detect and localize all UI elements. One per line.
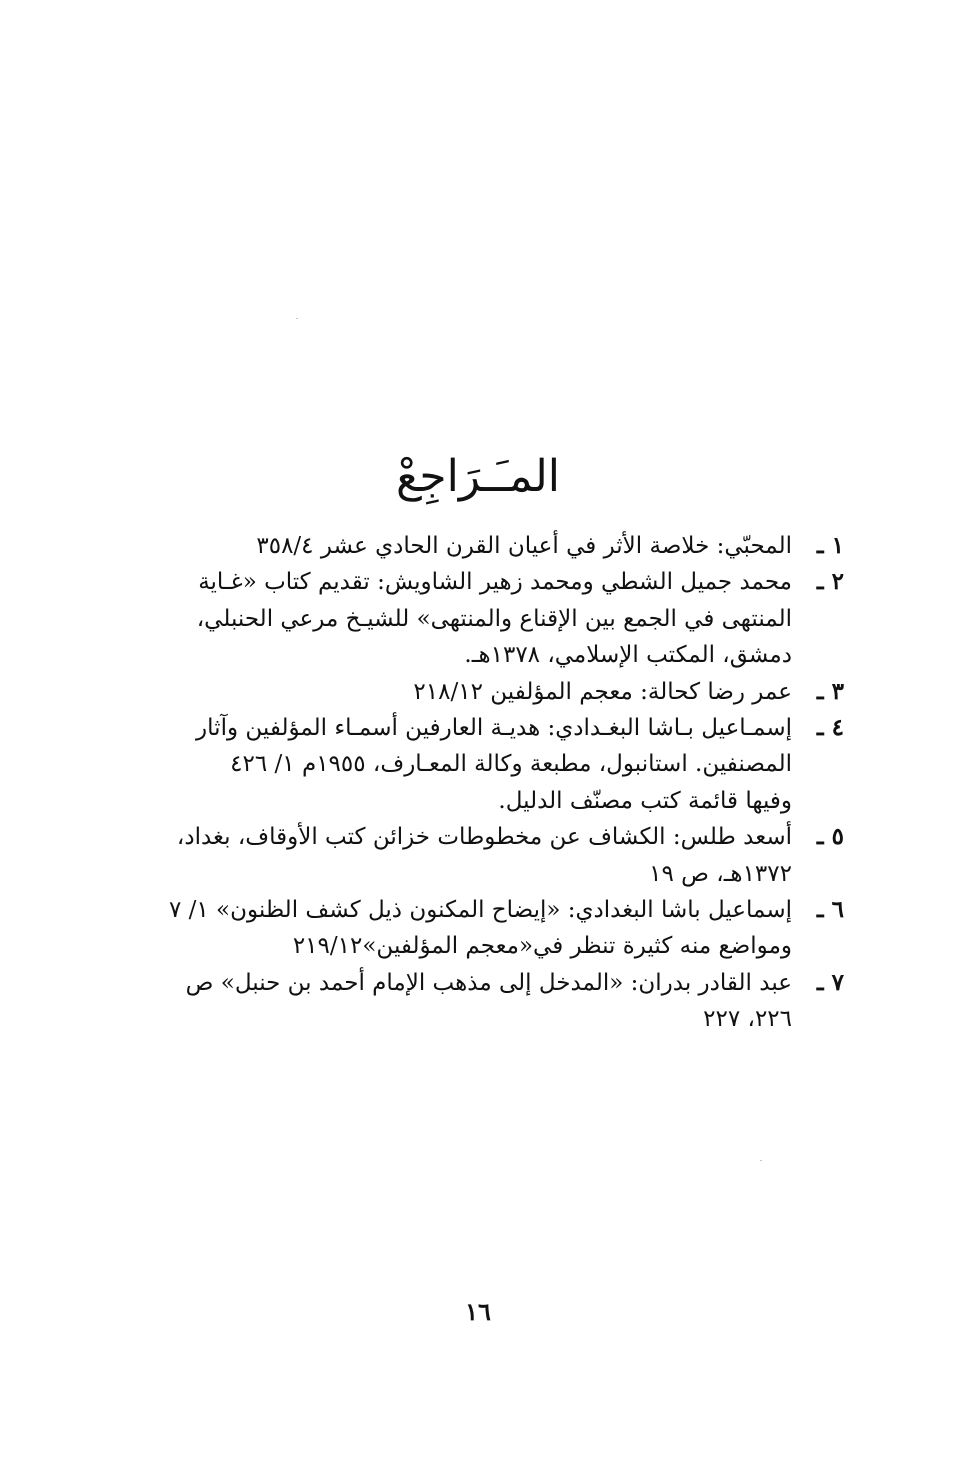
reference-text-line: أسعد طلس: الكشاف عن مخطوطات خزائن كتب الأوقاف، بغداد، xyxy=(176,824,792,851)
reference-text-line: المصنفين. استانبول، مطبعة وكالة المعـارف، ١٩٥٥م ١/ ٤٢٦ xyxy=(230,751,792,778)
reference-text-line: عبد القادر بدران: «المدخل إلى مذهب الإمام أحمد بن حنبل» ص xyxy=(185,969,792,996)
reference-text-line: ومواضع منه كثيرة تنظر في«معجم المؤلفين»٢١٩/١٢ xyxy=(292,933,792,960)
page-number: ١٦ xyxy=(465,1297,491,1326)
reference-item xyxy=(132,819,844,892)
reference-item xyxy=(132,564,844,673)
scan-speck xyxy=(296,318,298,319)
reference-number: ٤ ـ xyxy=(816,714,844,742)
references-list xyxy=(132,528,844,1038)
reference-item xyxy=(132,528,844,564)
reference-text-line: ٢٢٦، ٢٢٧ xyxy=(703,1006,792,1033)
reference-item xyxy=(132,674,844,710)
reference-number: ١ ـ xyxy=(816,532,844,559)
reference-text-line: محمد جميل الشطي ومحمد زهير الشاويش: تقديم كتاب «غـاية xyxy=(198,569,792,596)
reference-text-line: إسمـاعيل بـاشا البغـدادي: هديـة العارفين أسمـاء المؤلفين وآثار xyxy=(196,715,792,742)
reference-text-line: ١٣٧٢هـ، ص ١٩ xyxy=(649,860,792,887)
reference-item xyxy=(132,710,844,819)
reference-text-line: المحبّي: خلاصة الأثر في أعيان القرن الحادي عشر ٣٥٨/٤ xyxy=(256,533,792,559)
reference-item xyxy=(132,965,844,1038)
reference-text-line: دمشق، المكتب الإسلامي، ١٣٧٨هـ. xyxy=(464,642,792,669)
reference-number: ٦ ـ xyxy=(816,896,844,924)
reference-number: ٥ ـ xyxy=(816,823,844,851)
reference-number: ٣ ـ xyxy=(816,677,844,705)
reference-text-line: عمر رضا كحالة: معجم المؤلفين ٢١٨/١٢ xyxy=(413,678,792,705)
scan-speck xyxy=(760,1160,762,1161)
reference-text-line: إسماعيل باشا البغدادي: «إيضاح المكنون ذيل كشف الظنون» ١/ ٧ xyxy=(168,897,792,924)
reference-number: ٧ ـ xyxy=(816,968,844,996)
reference-item xyxy=(132,892,844,965)
page-title: المـَـرَاجِعْ xyxy=(396,451,560,503)
reference-number: ٢ ـ xyxy=(816,568,844,596)
reference-text-line: وفيها قائمة كتب مصنّف الدليل. xyxy=(498,787,792,814)
reference-text-line: المنتهى في الجمع بين الإقناع والمنتهى» للشيـخ مرعي الحنبلي، xyxy=(196,605,792,632)
